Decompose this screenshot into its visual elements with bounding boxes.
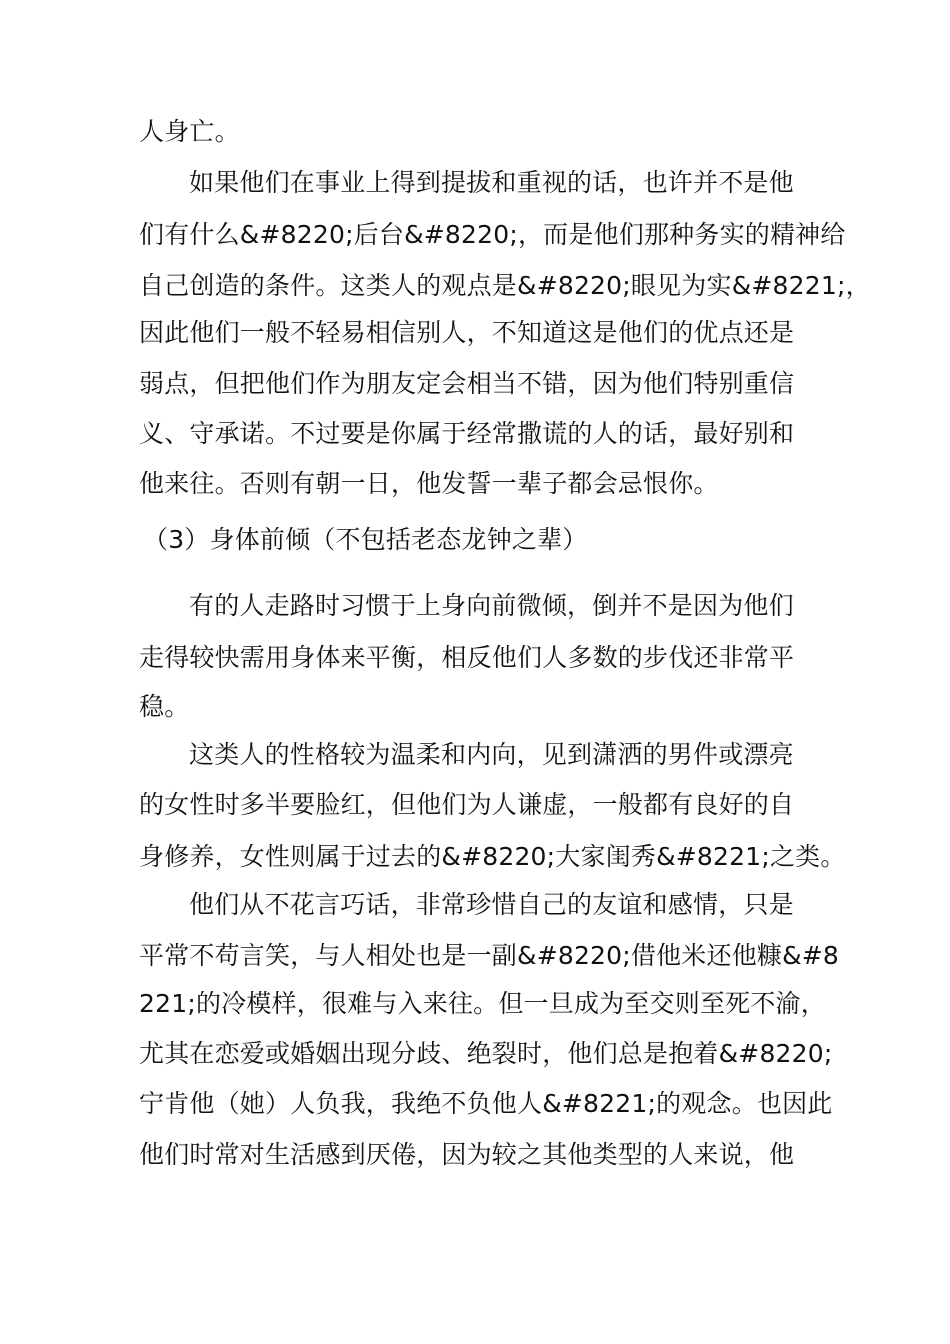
paragraph-start: 有的人走路时习惯于上身向前微倾，倒并不是因为他们 bbox=[189, 591, 794, 620]
text-line: 自己创造的条件。这类人的观点是&#8220;眼见为实&#8221;， bbox=[139, 271, 871, 300]
text-line: 他来往。否则有朝一日，他发誓一辈子都会忌恨你。 bbox=[139, 469, 719, 498]
text-line: 尤其在恋爱或婚姻出现分歧、绝裂时，他们总是抱着&#8220; bbox=[139, 1039, 833, 1068]
text-line: 身修养，女性则属于过去的&#8220;大家闺秀&#8221;之类。 bbox=[139, 842, 846, 871]
section-heading: （3）身体前倾（不包括老态龙钟之辈） bbox=[143, 525, 588, 554]
text-line: 走得较快需用身体来平衡，相反他们人多数的步伐还非常平 bbox=[139, 643, 795, 672]
text-line: 221;的冷模样，很难与入来往。但一旦成为至交则至死不渝， bbox=[139, 989, 826, 1018]
text-line: 因此他们一般不轻易相信别人，不知道这是他们的优点还是 bbox=[139, 318, 795, 347]
text-line: 稳。 bbox=[139, 692, 190, 721]
paragraph-start: 这类人的性格较为温柔和内向，见到潇洒的男件或漂亮 bbox=[189, 740, 794, 769]
text-line: 他们时常对生活感到厌倦，因为较之其他类型的人来说，他 bbox=[139, 1140, 795, 1169]
paragraph-start: 如果他们在事业上得到提拔和重视的话，也许并不是他 bbox=[189, 168, 794, 197]
text-line: 人身亡。 bbox=[139, 117, 240, 146]
paragraph-start: 他们从不花言巧话，非常珍惜自己的友谊和感情，只是 bbox=[189, 890, 794, 919]
text-line: 们有什么&#8220;后台&#8220;，而是他们那种务实的精神给 bbox=[139, 220, 846, 249]
text-line: 的女性时多半要脸红，但他们为人谦虚，一般都有良好的自 bbox=[139, 790, 795, 819]
text-line: 义、守承诺。不过要是你属于经常撒谎的人的话，最好别和 bbox=[139, 419, 795, 448]
text-line: 弱点，但把他们作为朋友定会相当不错，因为他们特别重信 bbox=[139, 369, 795, 398]
text-line: 宁肯他（她）人负我，我绝不负他人&#8221;的观念。也因此 bbox=[139, 1089, 833, 1118]
text-line: 平常不苟言笑，与人相处也是一副&#8220;借他米还他糠&#8 bbox=[139, 941, 840, 970]
